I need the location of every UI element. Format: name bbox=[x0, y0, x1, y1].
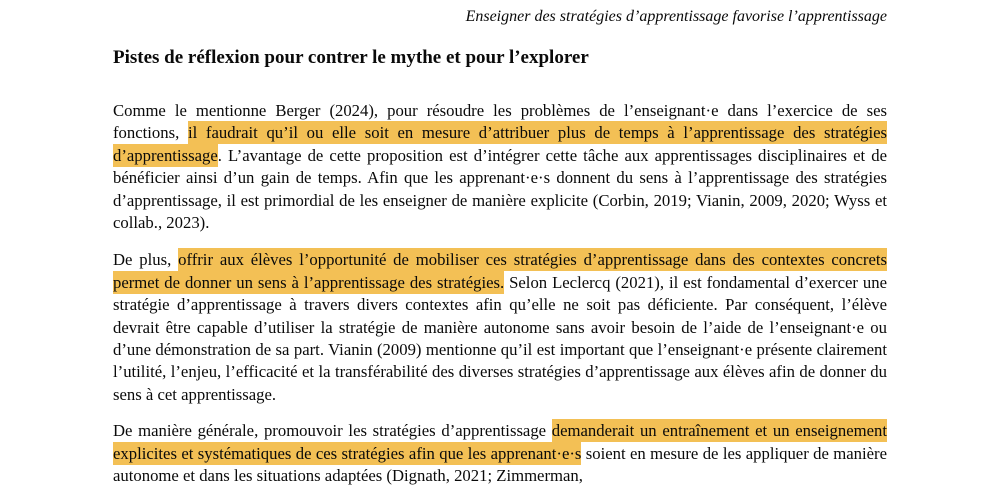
text-segment: soient en mesure de les appliquer de manière autonome et dans les situations adaptées (Dignath, 2021; Zimmerman, bbox=[113, 443, 887, 486]
text-segment: Selon Leclercq (2021), il est fondamental d’exercer une stratégie d’apprentissage à travers divers contextes afin qu’elle ne soit pas déficiente. Par conséquent, l’élève devrait être capable d’utiliser la stratégie de manière autonome sans avoir besoin de l’aide de l’enseignant·e ou d’une démonstration de sa part. Vianin (2009) mentionne qu’il est important que l’enseignant·e présente clairement l’utilité, l’enjeu, l’efficacité et la transférabilité des diverses stratégies d’apprentissage aux élèves afin de donner du sens à cet apprentissage. bbox=[113, 272, 887, 404]
paragraph bbox=[113, 420, 887, 487]
highlighted-text: il faudrait qu’il ou elle soit en mesure d’attribuer plus de temps à l’apprentissage des stratégies d’apprentissage bbox=[113, 123, 887, 165]
highlighted-text: offrir aux élèves l’opportunité de mobiliser ces stratégies d’apprentissage dans des contextes concrets permet de donner un sens à l’apprentissage des stratégies. bbox=[113, 250, 887, 292]
text-segment: Comme le mentionne Berger (2024), pour résoudre les problèmes de l’enseignant·e dans l’exercice de ses fonctions, bbox=[113, 101, 887, 143]
text-segment: De plus, bbox=[113, 250, 179, 270]
text-segment: De manière générale, promouvoir les stratégies d’apprentissage bbox=[113, 421, 552, 441]
running-header: Enseigner des stratégies d’apprentissage favorise l’apprentissage bbox=[465, 8, 887, 25]
highlighted-text: demanderait un entraînement et un enseignement explicites et systématiques de ces stratégies afin que les apprenant·e·s bbox=[113, 421, 887, 463]
text-segment: . L’avantage de cette proposition est d’intégrer cette tâche aux apprentissages disciplinaires et de bénéficier ainsi d’un gain de temps. Afin que les apprenant·e·s donnent du sens à l’apprentissage des stratégies d’apprentissage, il est primordial de les enseigner de manière explicite (Corbin, 2019; Vianin, 2009, 2020; Wyss et collab., 2023). bbox=[113, 145, 887, 233]
paragraph bbox=[113, 100, 887, 234]
document-page bbox=[113, 0, 887, 488]
paragraph bbox=[113, 249, 887, 406]
body-text bbox=[113, 100, 887, 488]
section-heading: Pistes de réflexion pour contrer le mythe et pour l’explorer bbox=[113, 47, 589, 68]
